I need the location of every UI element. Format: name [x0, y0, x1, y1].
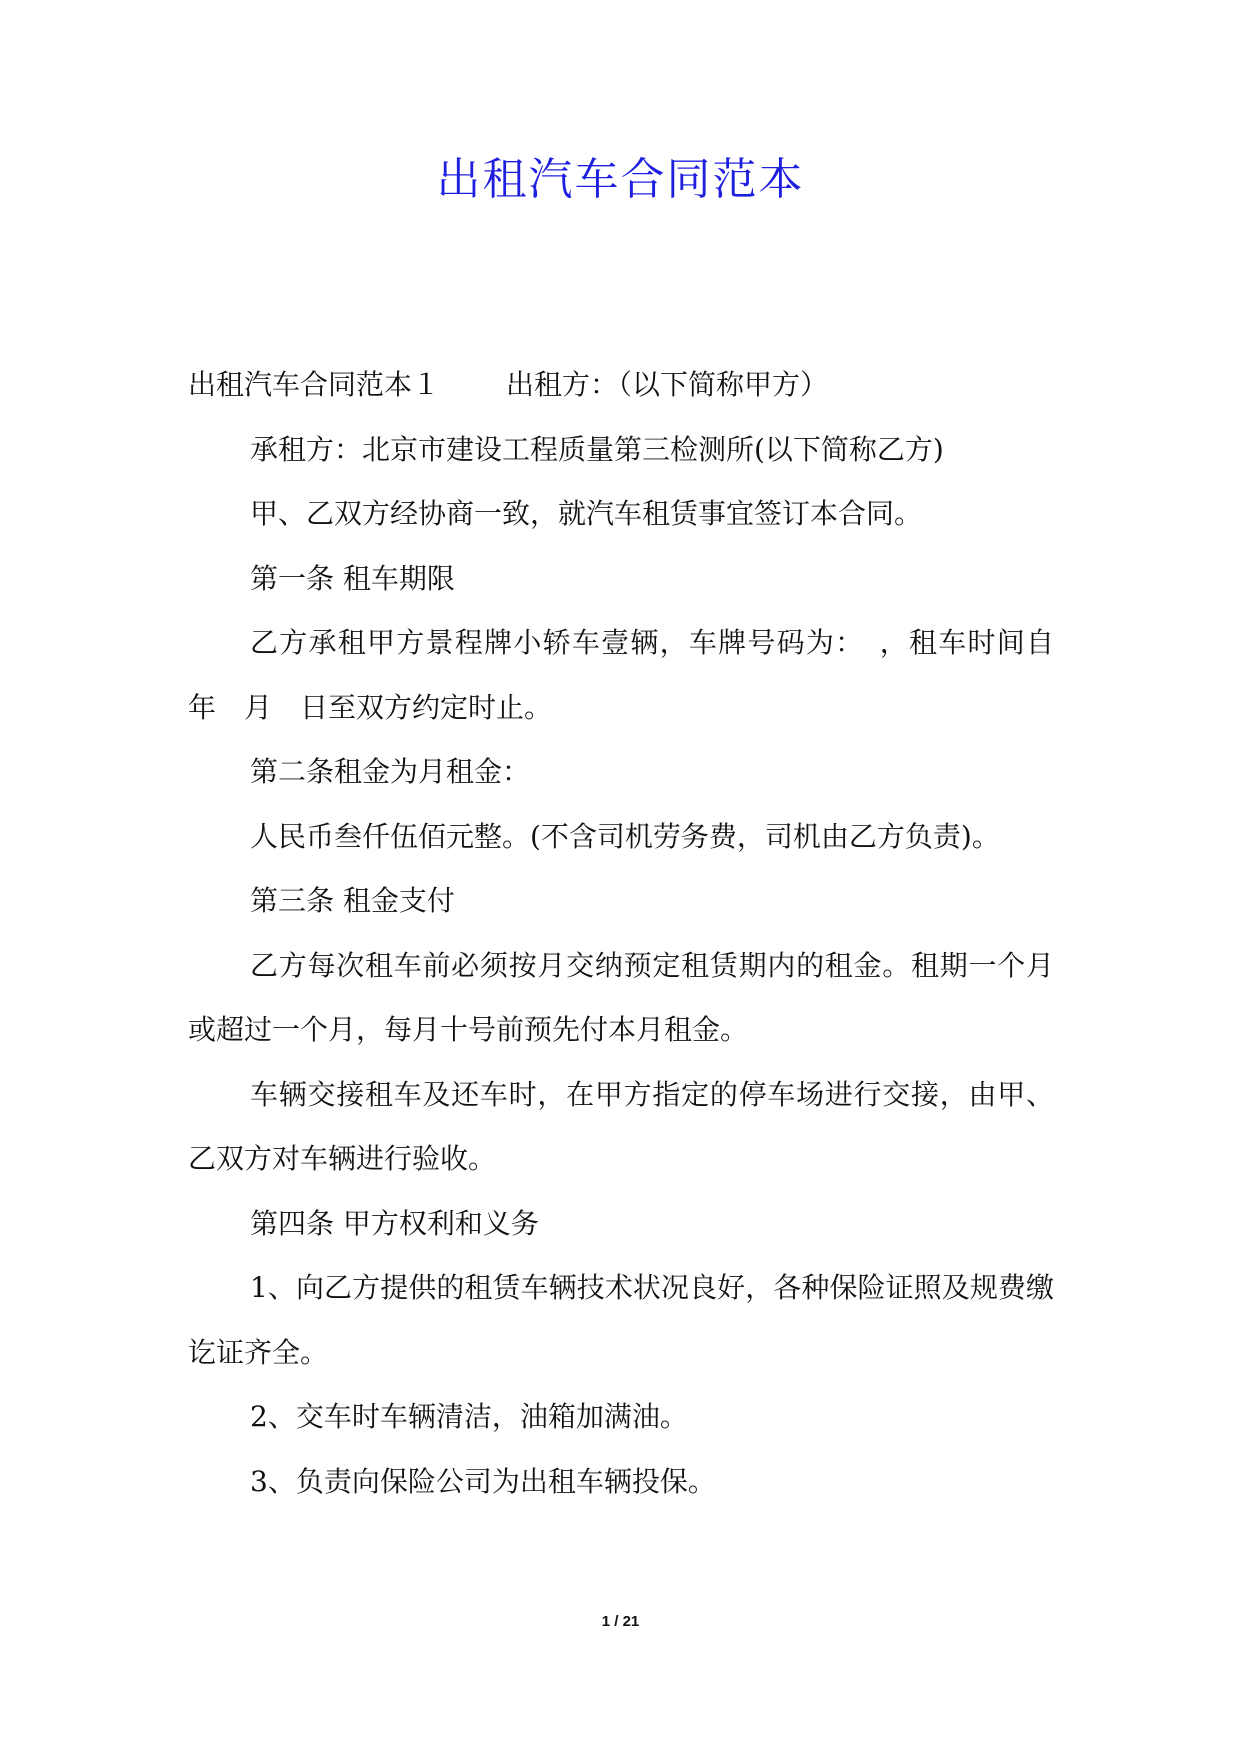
document-body [188, 353, 1083, 1514]
paragraph: 承租方：北京市建设工程质量第三检测所(以下简称乙方) [250, 432, 944, 466]
opening-line [188, 353, 1054, 418]
lessor-line: 出租方：（以下简称甲方） [506, 368, 829, 401]
section-heading: 第四条 甲方权利和义务 [250, 1206, 539, 1240]
section-heading: 第三条 租金支付 [250, 884, 455, 917]
section-heading: 第一条 租车期限 [250, 561, 455, 595]
list-item: 2、交车时车辆清洁，油箱加满油。 [250, 1400, 688, 1433]
paragraph: 乙方每次租车前必须按月交纳预定租赁期内的租金。租期一个月或超过一个月，每月十号前预先付本月租金。 [188, 948, 1054, 1046]
paragraph: 车辆交接租车及还车时，在甲方指定的停车场进行交接，由甲、乙双方对车辆进行验收。 [188, 1077, 1054, 1175]
page-number: 1 / 21 [601, 1613, 640, 1630]
list-item: 1、向乙方提供的租赁车辆技术状况良好，各种保险证照及规费缴讫证齐全。 [188, 1271, 1054, 1369]
paragraph: 乙方承租甲方景程牌小轿车壹辆，车牌号码为： ，租车时间自 年 月 日至双方约定时止。 [188, 626, 1083, 724]
list-item: 3、负责向保险公司为出租车辆投保。 [250, 1464, 716, 1498]
section-heading: 第二条租金为月租金： [250, 755, 531, 788]
document-title: 出租汽车合同范本 [436, 154, 805, 205]
paragraph: 人民币叁仟伍佰元整。(不含司机劳务费，司机由乙方负责)。 [250, 819, 1000, 853]
paragraph: 甲、乙双方经协商一致，就汽车租赁事宜签订本合同。 [250, 497, 923, 530]
opening-heading: 出租汽车合同范本１ [188, 368, 441, 401]
